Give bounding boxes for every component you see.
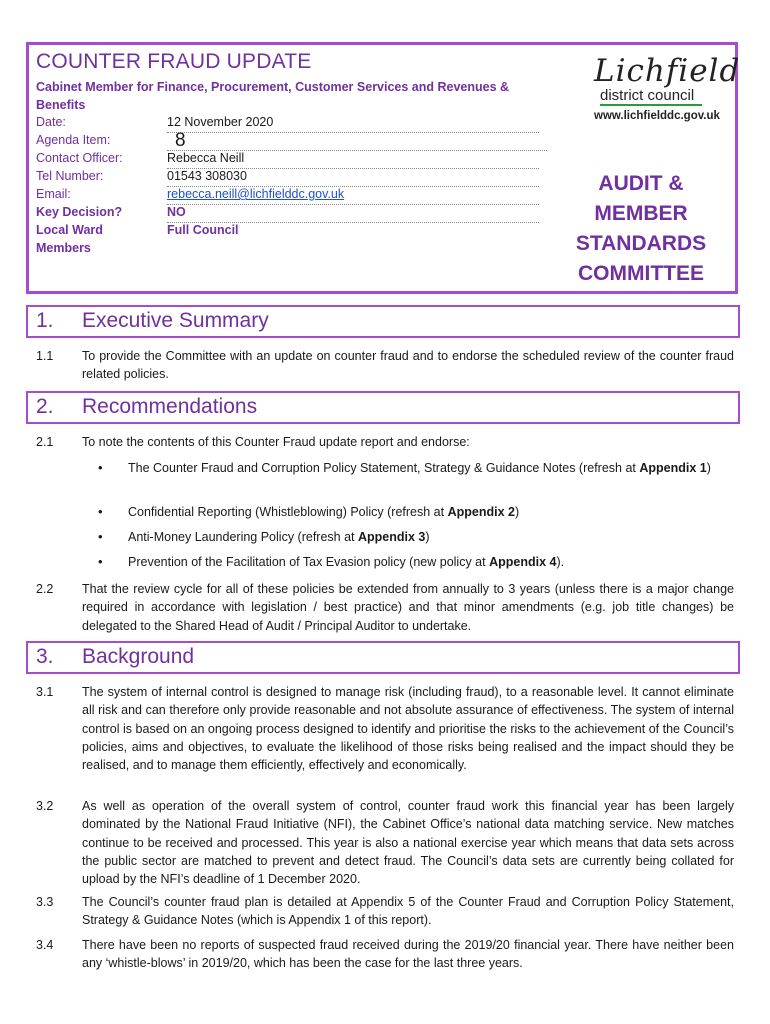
- members-label: Members: [36, 241, 91, 255]
- para-3-2: As well as operation of the overall system of control, counter fraud work this financial year has been largely dominated by the National Fraud Initiative (NFI), the Cabinet Office’s national data matching service. New matches continue to be received and processed. This year is also a national exercise year which means that data sets across the public sector are matched to prevent and detect fraud. The Council’s data sets are currently being collated for upload by the NFI’s deadline of 1 December 2020.: [82, 799, 734, 887]
- bullet-icon: •: [98, 504, 103, 519]
- logo-url: www.lichfielddc.gov.uk: [594, 110, 720, 122]
- section-3-title: Background: [82, 645, 195, 668]
- section-2-title: Recommendations: [82, 395, 258, 418]
- bullet-item: Anti-Money Laundering Policy (refresh at Appendix 3): [128, 530, 430, 544]
- bullet-item: Prevention of the Facilitation of Tax Evasion policy (new policy at Appendix 4).: [128, 555, 565, 569]
- para-number: 3.2: [36, 799, 54, 813]
- para-2-1: To note the contents of this Counter Fraud update report and endorse:: [82, 435, 470, 449]
- tel-number-label: Tel Number:: [36, 169, 104, 183]
- local-ward-label: Local Ward: [36, 223, 103, 237]
- date-value: 12 November 2020: [167, 115, 539, 133]
- logo-subtitle: district council: [600, 88, 702, 106]
- header-box: [26, 42, 741, 294]
- contact-officer-label: Contact Officer:: [36, 151, 123, 165]
- email-link[interactable]: rebecca.neill@lichfielddc.gov.uk: [167, 187, 539, 205]
- para-1-1: To provide the Committee with an update on counter fraud and to endorse the scheduled review of the counter fraud related policies.: [82, 349, 734, 382]
- para-3-1: The system of internal control is designed to manage risk (including fraud), to a reasonable level. It cannot eliminate all risk and can therefore only provide reasonable and not absolute assurance of effectiveness. The system of internal control is based on an ongoing process designed to identify and prioritise the risks to the achievement of the Council’s policies, aims and objectives, to evaluate the likelihood of those risks being realised and the impact should they be realised, and to manage them efficiently, effectively and economically.: [82, 685, 734, 773]
- section-2-number: 2.: [36, 395, 54, 418]
- para-number: 2.2: [36, 582, 54, 596]
- para-3-4: There have been no reports of suspected fraud received during the 2019/20 financial year. There have neither been any ‘whistle-blows’ in 2019/20, which has been the case for the last three years.: [82, 938, 734, 971]
- section-2-heading: [26, 391, 740, 424]
- section-1-heading: [26, 305, 740, 338]
- cabinet-member: Cabinet Member for Finance, Procurement, Customer Services and Revenues & Benefits: [36, 80, 510, 112]
- para-number: 2.1: [36, 435, 54, 449]
- local-ward-value: Full Council: [167, 223, 239, 237]
- bullet-item: The Counter Fraud and Corruption Policy Statement, Strategy & Guidance Notes (refresh at Appendix 1): [128, 461, 711, 475]
- committee-name: AUDIT & MEMBER STANDARDS COMMITTEE: [575, 172, 707, 285]
- para-number: 3.1: [36, 685, 54, 699]
- section-3-heading: [26, 641, 740, 674]
- section-1-title: Executive Summary: [82, 309, 269, 332]
- para-number: 3.4: [36, 938, 54, 952]
- bullet-icon: •: [98, 554, 103, 569]
- tel-number-value: 01543 308030: [167, 169, 539, 187]
- bullet-item: Confidential Reporting (Whistleblowing) Policy (refresh at Appendix 2): [128, 505, 520, 519]
- contact-officer-value: Rebecca Neill: [167, 151, 539, 169]
- para-2-2: That the review cycle for all of these policies be extended from annually to 3 years (unless there is a major change required in accordance with legislation / best practice) and that minor amendments (e.g. job title changes) be delegated to the Shared Head of Audit / Principal Auditor to undertake.: [82, 582, 734, 633]
- para-number: 1.1: [36, 349, 54, 363]
- key-decision-label: Key Decision?: [36, 205, 123, 219]
- date-label: Date:: [36, 115, 66, 129]
- council-logo: [594, 53, 741, 122]
- bullet-icon: •: [98, 460, 103, 475]
- section-1-number: 1.: [36, 309, 54, 332]
- key-decision-value: NO: [167, 205, 539, 223]
- document-title: COUNTER FRAUD UPDATE: [36, 50, 312, 73]
- para-3-3: The Council’s counter fraud plan is detailed at Appendix 5 of the Counter Fraud and Corruption Policy Statement, Strategy & Guidance Notes (which is Appendix 1 of this report).: [82, 895, 734, 928]
- bullet-icon: •: [98, 529, 103, 544]
- agenda-item-label: Agenda Item:: [36, 133, 111, 147]
- section-3-number: 3.: [36, 645, 54, 668]
- logo-wordmark: Lichfield: [594, 53, 741, 89]
- email-label: Email:: [36, 187, 71, 201]
- para-number: 3.3: [36, 895, 54, 909]
- agenda-item-value: 8: [167, 130, 547, 151]
